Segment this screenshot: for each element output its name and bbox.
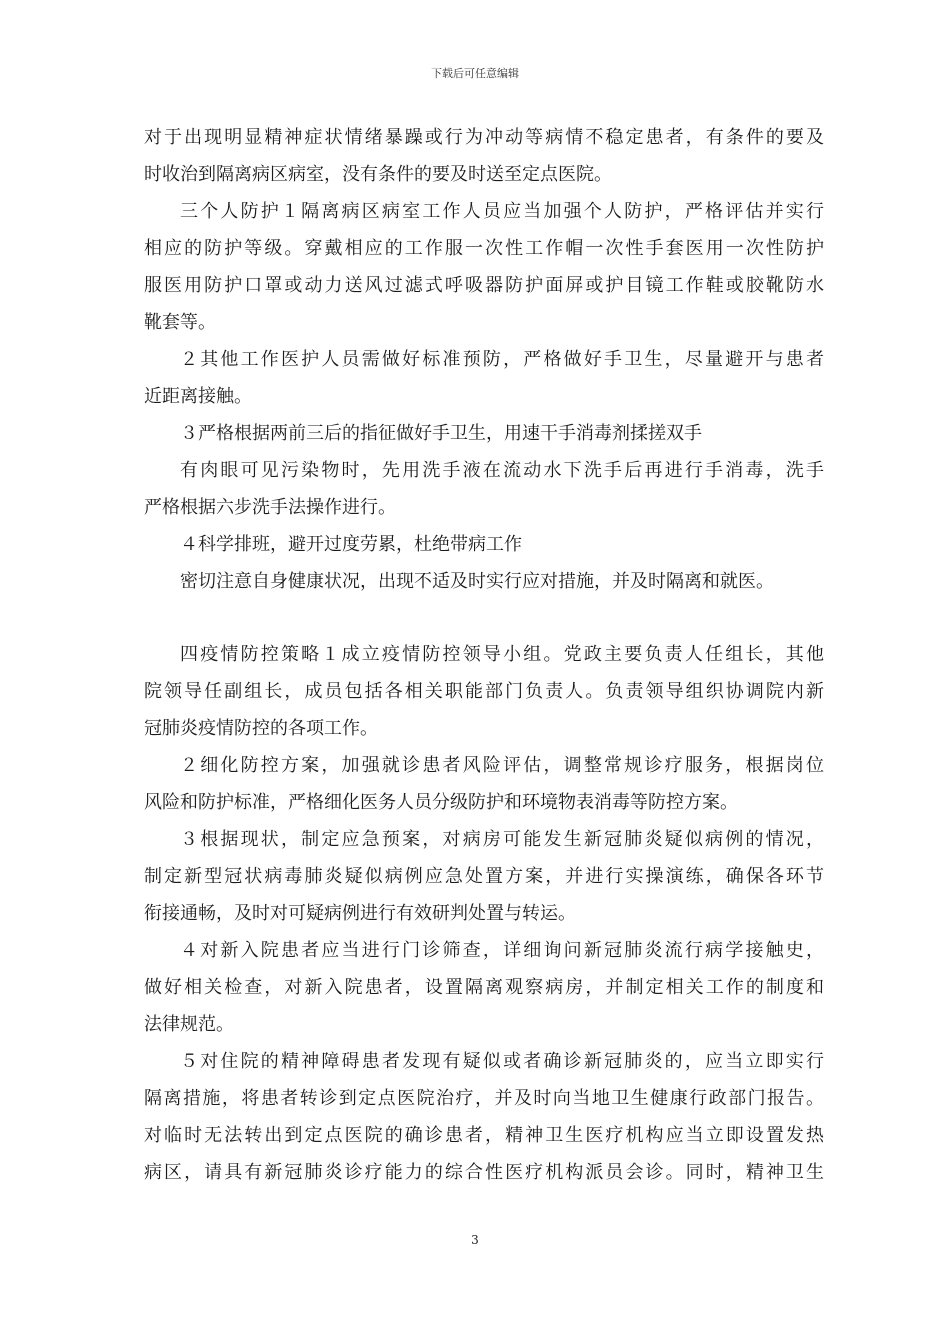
text-line: 对于出现明显精神症状情绪暴躁或行为冲动等病情不稳定患者，有条件的要及 [144, 127, 824, 148]
text-line: 相应的防护等级。穿戴相应的工作服一次性工作帽一次性手套医用一次性防护 [144, 238, 824, 259]
text-line: 院领导任副组长，成员包括各相关职能部门负责人。负责领导组织协调院内新 [144, 681, 824, 702]
document-body [144, 119, 824, 1191]
page-number: 3 [471, 1233, 479, 1247]
text-line: 法律规范。 [144, 1014, 234, 1035]
paragraph-start: ２其他工作医护人员需做好标准预防，严格做好手卫生，尽量避开与患者 [180, 349, 824, 370]
text-line: 衔接通畅，及时对可疑病例进行有效研判处置与转运。 [144, 903, 576, 924]
text-line: 对临时无法转出到定点医院的确诊患者，精神卫生医疗机构应当立即设置发热 [144, 1125, 824, 1146]
paragraph-start: 有肉眼可见污染物时，先用洗手液在流动水下洗手后再进行手消毒，洗手 [180, 460, 824, 481]
page-header: 下载后可任意编辑 [431, 67, 519, 80]
paragraph-start: 三个人防护１隔离病区病室工作人员应当加强个人防护，严格评估并实行 [180, 201, 824, 222]
text-line: 病区，请具有新冠肺炎诊疗能力的综合性医疗机构派员会诊。同时，精神卫生 [144, 1162, 824, 1183]
paragraph-start: ２细化防控方案，加强就诊患者风险评估，调整常规诊疗服务，根据岗位 [180, 755, 824, 776]
text-line: 制定新型冠状病毒肺炎疑似病例应急处置方案，并进行实操演练，确保各环节 [144, 866, 824, 887]
text-line: 冠肺炎疫情防控的各项工作。 [144, 718, 378, 739]
paragraph-start: ３根据现状，制定应急预案，对病房可能发生新冠肺炎疑似病例的情况， [180, 829, 824, 850]
text-line: 近距离接触。 [144, 386, 252, 407]
text-line: 严格根据六步洗手法操作进行。 [144, 497, 396, 518]
paragraph-start: ５对住院的精神障碍患者发现有疑似或者确诊新冠肺炎的，应当立即实行 [180, 1051, 824, 1072]
paragraph-start: ４对新入院患者应当进行门诊筛查，详细询问新冠肺炎流行病学接触史， [180, 940, 824, 961]
paragraph-gap [144, 600, 824, 636]
text-line: 做好相关检查，对新入院患者，设置隔离观察病房，并制定相关工作的制度和 [144, 977, 824, 998]
text-line: 风险和防护标准，严格细化医务人员分级防护和环境物表消毒等防控方案。 [144, 792, 738, 813]
paragraph-start: ４科学排班，避开过度劳累，杜绝带病工作 [180, 534, 522, 555]
paragraph-start: ３严格根据两前三后的指征做好手卫生，用速干手消毒剂揉搓双手 [180, 423, 702, 444]
text-line: 隔离措施，将患者转诊到定点医院治疗，并及时向当地卫生健康行政部门报告。 [144, 1088, 824, 1109]
paragraph-start: 密切注意自身健康状况，出现不适及时实行应对措施，并及时隔离和就医。 [180, 571, 774, 592]
text-line: 服医用防护口罩或动力送风过滤式呼吸器防护面屏或护目镜工作鞋或胶靴防水 [144, 275, 824, 296]
text-line: 时收治到隔离病区病室，没有条件的要及时送至定点医院。 [144, 164, 612, 185]
paragraph-start: 四疫情防控策略１成立疫情防控领导小组。党政主要负责人任组长，其他 [180, 644, 824, 665]
text-line: 靴套等。 [144, 312, 216, 333]
